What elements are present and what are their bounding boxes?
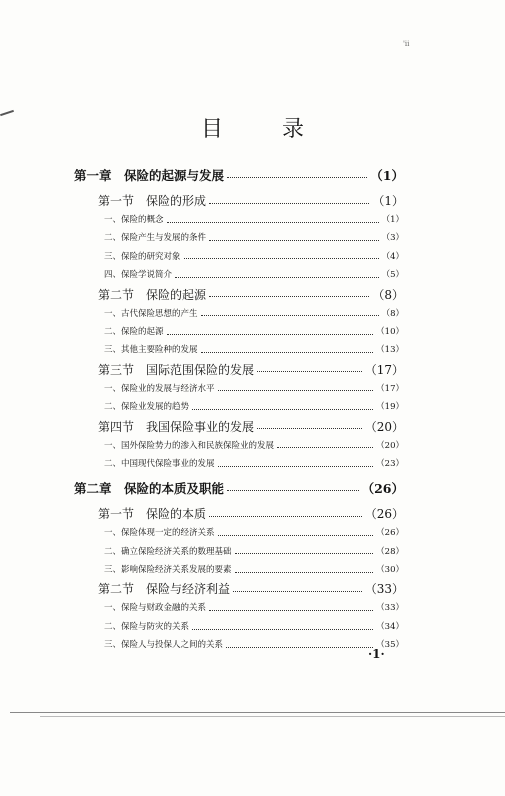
toc-entry-page: （26） — [361, 481, 404, 497]
toc-entry-page: （1） — [370, 168, 404, 183]
toc-entry-page: （4） — [381, 251, 404, 262]
toc-entry-label: 第一节 保险的本质 — [98, 507, 207, 522]
toc-entry-label: 第二章 保险的本质及职能 — [74, 481, 225, 497]
dot-leader — [257, 428, 362, 429]
page-number: ·1· — [368, 647, 385, 661]
toc-section — [74, 360, 404, 380]
dot-leader — [218, 466, 374, 467]
toc-section — [74, 504, 404, 524]
toc-section — [74, 579, 404, 599]
toc-entry-page: （13） — [376, 345, 404, 356]
toc-entry-page: （26） — [376, 528, 404, 539]
dot-leader — [235, 553, 374, 554]
toc-entry-label: 二、中国现代保险事业的发展 — [104, 458, 215, 469]
dot-leader — [218, 390, 374, 391]
toc-item — [74, 618, 404, 636]
toc-entry-label: 第三节 国际范围保险的发展 — [98, 362, 255, 377]
corner-mark: 'ii — [403, 40, 410, 48]
toc-entry-label: 第一章 保险的起源与发展 — [74, 168, 225, 183]
toc-entry-page: （33） — [376, 603, 404, 614]
dot-leader — [257, 371, 362, 372]
dot-leader — [201, 315, 379, 316]
dot-leader — [192, 629, 373, 630]
toc-entry-page: （3） — [381, 233, 404, 244]
toc-entry-page: （8） — [381, 308, 404, 319]
toc-entry-label: 一、古代保险思想的产生 — [104, 308, 198, 319]
toc-item — [74, 211, 404, 229]
dot-leader — [201, 352, 374, 353]
toc-entry-label: 二、保险业发展的趋势 — [104, 402, 190, 413]
toc-entry-label: 一、保险的概念 — [104, 215, 164, 225]
toc-item — [74, 266, 404, 284]
toc-item — [74, 455, 404, 473]
toc-entry-label: 三、保险人与投保人之间的关系 — [104, 640, 224, 651]
toc-item — [74, 636, 404, 654]
bottom-rule — [10, 712, 505, 713]
table-of-contents — [74, 160, 404, 655]
toc-entry-page: （10） — [376, 326, 404, 337]
toc-entry-label: 三、保险的研究对象 — [104, 251, 181, 262]
toc-item — [74, 305, 404, 323]
toc-entry-page: （20） — [376, 440, 404, 451]
dot-leader — [209, 610, 373, 611]
toc-entry-label: 一、保险与财政金融的关系 — [104, 603, 207, 614]
dot-leader — [184, 258, 379, 259]
toc-entry-page: （5） — [381, 270, 404, 281]
toc-item — [74, 398, 404, 416]
toc-item — [74, 599, 404, 617]
dot-leader — [218, 535, 374, 536]
toc-chapter — [74, 473, 404, 504]
toc-entry-page: （1） — [381, 215, 404, 225]
dot-leader — [167, 222, 379, 223]
dot-leader — [167, 334, 374, 335]
toc-item — [74, 248, 404, 266]
toc-entry-page: （23） — [376, 458, 404, 469]
toc-section — [74, 417, 404, 437]
dot-leader — [192, 409, 373, 410]
toc-entry-label: 第一节 保险的形成 — [98, 194, 207, 208]
toc-entry-page: （26） — [364, 507, 404, 522]
dot-leader — [209, 240, 379, 241]
toc-section — [74, 285, 404, 305]
dot-leader — [227, 177, 367, 178]
toc-entry-page: （1） — [372, 194, 404, 208]
toc-entry-page: （30） — [376, 565, 404, 576]
toc-item — [74, 380, 404, 398]
dot-leader — [233, 591, 362, 592]
toc-entry-page: （17） — [376, 383, 404, 394]
dot-leader — [277, 447, 373, 448]
dot-leader — [226, 647, 373, 648]
toc-entry-label: 一、国外保险势力的渗入和民族保险业的发展 — [104, 440, 275, 451]
toc-entry-label: 一、保险体现一定的经济关系 — [104, 528, 215, 539]
toc-item — [74, 524, 404, 542]
toc-item — [74, 543, 404, 561]
toc-item — [74, 561, 404, 579]
toc-item — [74, 437, 404, 455]
dot-leader — [209, 516, 362, 517]
dot-leader — [175, 277, 379, 278]
toc-entry-page: （33） — [364, 582, 404, 597]
toc-entry-page: （8） — [372, 287, 404, 302]
toc-entry-page: （34） — [376, 621, 404, 632]
toc-item — [74, 323, 404, 341]
toc-item — [74, 229, 404, 247]
toc-entry-page: （28） — [376, 546, 404, 557]
toc-entry-label: 二、确立保险经济关系的数理基础 — [104, 546, 232, 557]
toc-entry-label: 三、影响保险经济关系发展的要素 — [104, 565, 232, 576]
toc-chapter — [74, 160, 404, 191]
toc-entry-label: 二、保险的起源 — [104, 326, 164, 337]
dot-leader — [209, 203, 369, 204]
bottom-rule-secondary — [40, 716, 505, 717]
toc-entry-label: 四、保险学说简介 — [104, 270, 173, 281]
toc-item — [74, 341, 404, 359]
dot-leader — [209, 296, 369, 297]
toc-entry-label: 二、保险与防灾的关系 — [104, 621, 190, 632]
dot-leader — [235, 572, 374, 573]
toc-entry-label: 三、其他主要险种的发展 — [104, 345, 198, 356]
toc-entry-page: （35） — [376, 640, 404, 651]
toc-section — [74, 191, 404, 211]
page-title: 目 录 — [201, 117, 330, 142]
toc-entry-label: 第二节 保险与经济利益 — [98, 582, 231, 597]
toc-entry-page: （20） — [364, 419, 404, 434]
toc-entry-label: 第四节 我国保险事业的发展 — [98, 419, 255, 434]
toc-entry-label: 一、保险业的发展与经济水平 — [104, 383, 215, 394]
toc-entry-label: 二、保险产生与发展的条件 — [104, 233, 207, 244]
toc-entry-page: （17） — [364, 362, 404, 377]
toc-entry-page: （19） — [376, 402, 404, 413]
toc-entry-label: 第二节 保险的起源 — [98, 287, 207, 302]
dot-leader — [227, 490, 359, 491]
